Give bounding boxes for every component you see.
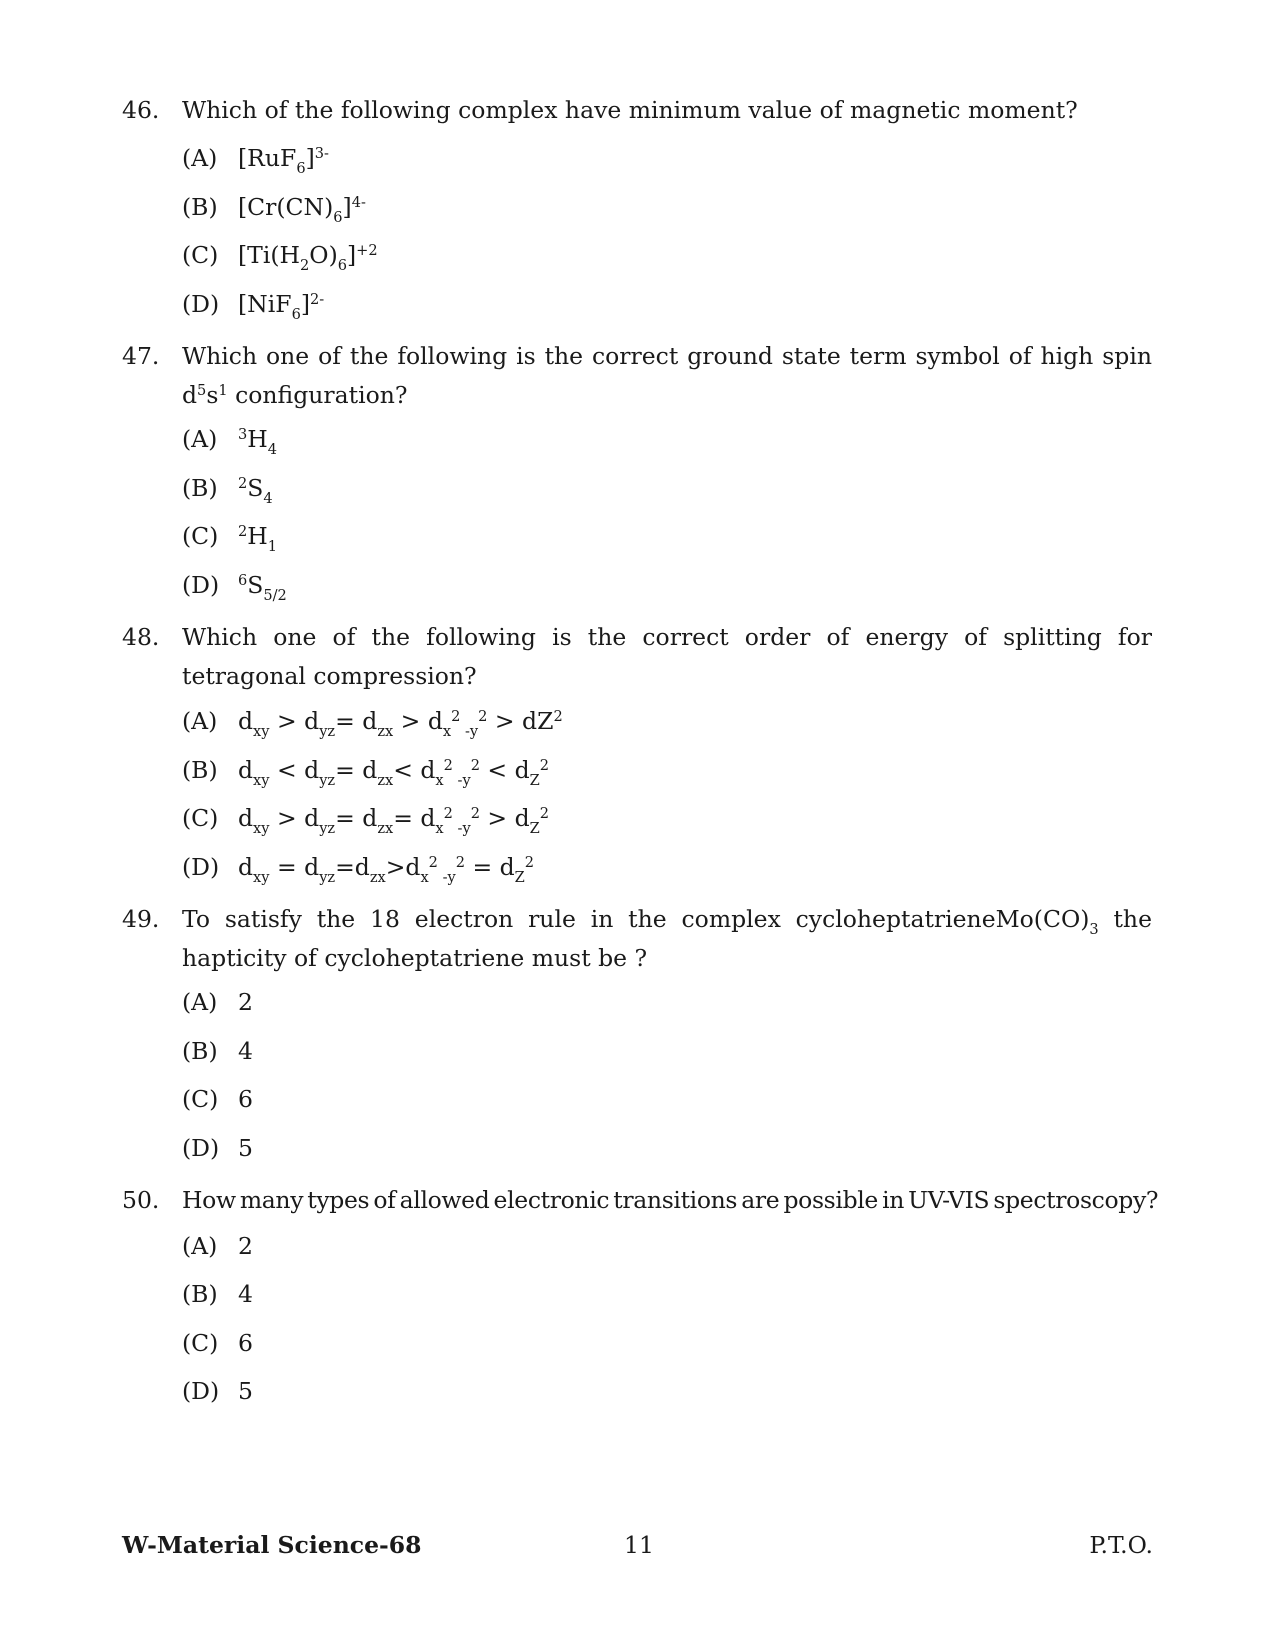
option-48-a bbox=[182, 706, 563, 740]
option-47-b bbox=[182, 473, 273, 507]
option-label: (A) bbox=[182, 425, 218, 453]
option-46-a bbox=[182, 143, 329, 177]
option-label: (D) bbox=[182, 1377, 220, 1405]
option-label: (D) bbox=[182, 571, 220, 599]
option-text: $[RuF_6]^{3-}$ bbox=[238, 144, 329, 177]
option-text: 5 bbox=[238, 1134, 253, 1162]
option-label: (A) bbox=[182, 1232, 218, 1260]
question-48 bbox=[122, 618, 1152, 696]
option-label: (C) bbox=[182, 1085, 219, 1113]
option-text: $^2S_4$ bbox=[238, 474, 273, 507]
option-label: (B) bbox=[182, 1037, 218, 1065]
question-50 bbox=[122, 1181, 1159, 1220]
footer-page-number: 11 bbox=[624, 1531, 654, 1559]
option-label: (A) bbox=[182, 144, 218, 172]
option-label: (C) bbox=[182, 804, 219, 832]
footer-pto: P.T.O. bbox=[1089, 1531, 1153, 1559]
question-text: Which of the following complex have minimum value of magnetic moment? bbox=[182, 96, 1078, 124]
question-47 bbox=[122, 337, 1152, 415]
option-47-c bbox=[182, 521, 278, 555]
question-text: To satisfy the 18 electron rule in the complex $cycloheptatrieneMo(CO)_3$ the hapticity of cycloheptatriene must be ? bbox=[182, 905, 1152, 972]
option-49-d bbox=[182, 1133, 253, 1163]
option-48-b bbox=[182, 755, 550, 789]
option-label: (B) bbox=[182, 1280, 218, 1308]
option-50-a bbox=[182, 1231, 253, 1261]
option-50-d bbox=[182, 1376, 253, 1406]
option-text: $[Cr(CN)_6]^{4-}$ bbox=[238, 193, 366, 226]
question-number: 47. bbox=[122, 342, 160, 370]
question-49 bbox=[122, 900, 1152, 978]
option-label: (C) bbox=[182, 241, 219, 269]
option-label: (B) bbox=[182, 474, 218, 502]
option-text: $d_{xy} > d_{yz}= d_{zx} > d_x^2$ $_{-y}^2 > dZ^2$ bbox=[238, 707, 563, 740]
option-text: 6 bbox=[238, 1329, 253, 1357]
option-label: (A) bbox=[182, 707, 218, 735]
option-text: $^2H_1$ bbox=[238, 522, 278, 555]
option-text: 5 bbox=[238, 1377, 253, 1405]
option-47-d bbox=[182, 570, 287, 604]
question-number: 46. bbox=[122, 96, 160, 124]
option-text: 2 bbox=[238, 988, 253, 1016]
question-number: 49. bbox=[122, 905, 160, 933]
footer-paper-code: W-Material Science-68 bbox=[122, 1531, 422, 1559]
option-text: $[Ti(H_2O)_6]^{+2}$ bbox=[238, 241, 378, 274]
option-text: 2 bbox=[238, 1232, 253, 1260]
option-46-d bbox=[182, 289, 325, 323]
question-text: How many types of allowed electronic transitions are possible in UV-VIS spectroscopy? bbox=[182, 1186, 1159, 1214]
option-text: $^3H_4$ bbox=[238, 425, 278, 458]
option-label: (D) bbox=[182, 853, 220, 881]
option-text: 4 bbox=[238, 1037, 253, 1065]
option-49-b bbox=[182, 1036, 253, 1066]
option-label: (B) bbox=[182, 193, 218, 221]
question-number: 48. bbox=[122, 623, 160, 651]
question-text: Which one of the following is the correct ground state term symbol of high spin $d^5s^1$ configuration? bbox=[182, 342, 1152, 409]
option-49-c bbox=[182, 1084, 253, 1114]
option-50-b bbox=[182, 1279, 253, 1309]
option-label: (D) bbox=[182, 290, 220, 318]
question-text: Which one of the following is the correct order of energy of splitting for tetragonal compression? bbox=[182, 623, 1152, 690]
option-text: 4 bbox=[238, 1280, 253, 1308]
option-47-a bbox=[182, 424, 278, 458]
option-48-d bbox=[182, 852, 535, 886]
option-text: $d_{xy} > d_{yz}= d_{zx}= d_x^2$ $_{-y}^2 > d_Z^2$ bbox=[238, 804, 550, 837]
option-text: $^6S_{5/2}$ bbox=[238, 571, 287, 604]
option-label: (B) bbox=[182, 756, 218, 784]
question-46 bbox=[122, 91, 1152, 130]
option-50-c bbox=[182, 1328, 253, 1358]
option-text: 6 bbox=[238, 1085, 253, 1113]
option-text: $d_{xy} < d_{yz}= d_{zx}< d_x^2$ $_{-y}^2 < d_Z^2$ bbox=[238, 756, 550, 789]
question-number: 50. bbox=[122, 1186, 160, 1214]
option-46-c bbox=[182, 240, 378, 274]
option-46-b bbox=[182, 192, 366, 226]
option-text: $[NiF_6]^{2-}$ bbox=[238, 290, 325, 323]
option-49-a bbox=[182, 987, 253, 1017]
option-label: (C) bbox=[182, 1329, 219, 1357]
option-48-c bbox=[182, 803, 550, 837]
option-text: $d_{xy} = d_{yz}=d_{zx}>d_x^2$ $_{-y}^2 = d_Z^2$ bbox=[238, 853, 535, 886]
option-label: (D) bbox=[182, 1134, 220, 1162]
option-label: (C) bbox=[182, 522, 219, 550]
option-label: (A) bbox=[182, 988, 218, 1016]
